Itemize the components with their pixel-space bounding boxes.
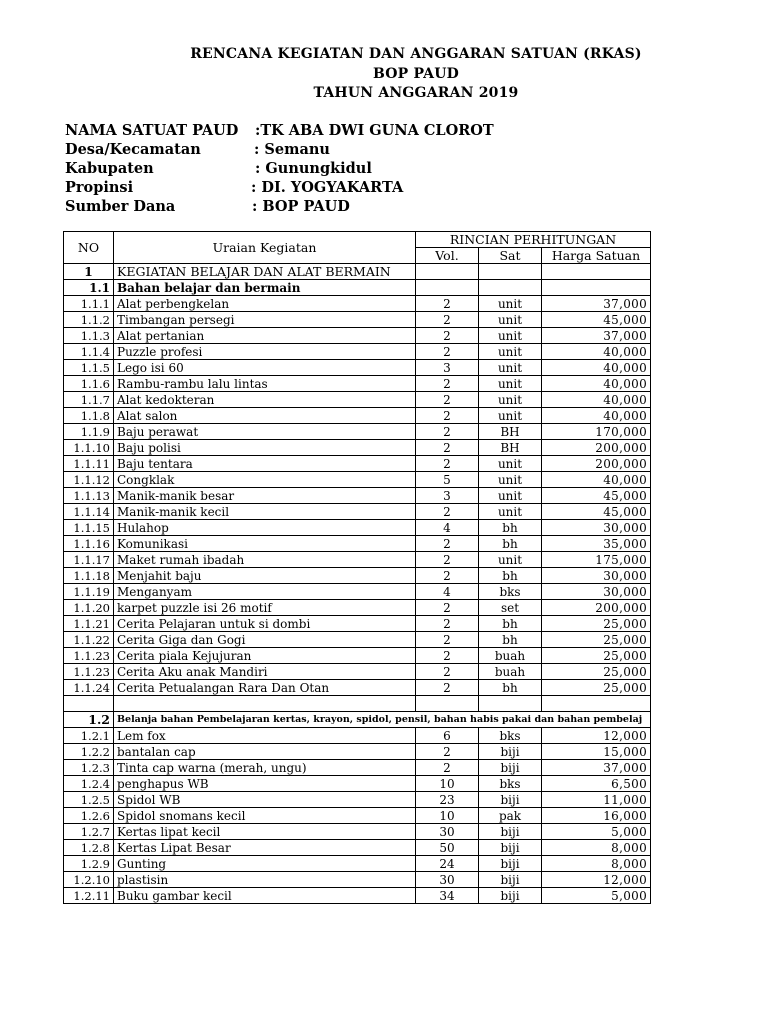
- item-description: bantalan cap: [114, 744, 416, 760]
- item-volume: 2: [416, 616, 479, 632]
- item-number: 1.1.12: [64, 472, 114, 488]
- info-value: : Gunungkidul: [255, 160, 372, 177]
- item-unit-price: 8,000: [542, 856, 651, 872]
- item-volume: 30: [416, 872, 479, 888]
- item-unit: unit: [479, 456, 542, 472]
- col-header-unit-price: Harga Satuan: [542, 248, 651, 264]
- item-number: 1.1.9: [64, 424, 114, 440]
- table-row: [64, 616, 651, 632]
- item-volume: 6: [416, 728, 479, 744]
- item-unit: unit: [479, 552, 542, 568]
- info-value: : Semanu: [254, 141, 330, 158]
- item-number: 1.2.4: [64, 776, 114, 792]
- table-row: [64, 824, 651, 840]
- item-unit-price: 40,000: [542, 344, 651, 360]
- document-subtitle: BOP PAUD: [372, 66, 459, 82]
- subsection-row: [64, 280, 651, 296]
- subsection-number: 1.1: [64, 280, 114, 296]
- item-description: Cerita Giga dan Gogi: [114, 632, 416, 648]
- item-unit-price: 40,000: [542, 376, 651, 392]
- item-unit: unit: [479, 392, 542, 408]
- item-unit-price: 12,000: [542, 872, 651, 888]
- item-description: Spidol WB: [114, 792, 416, 808]
- item-description: Alat perbengkelan: [114, 296, 416, 312]
- item-description: Rambu-rambu lalu lintas: [114, 376, 416, 392]
- table-row: [64, 488, 651, 504]
- item-volume: 2: [416, 504, 479, 520]
- item-number: 1.1.8: [64, 408, 114, 424]
- item-unit: biji: [479, 856, 542, 872]
- item-unit: unit: [479, 488, 542, 504]
- item-volume: 24: [416, 856, 479, 872]
- info-label: Desa/Kecamatan: [65, 141, 201, 158]
- item-unit: bh: [479, 520, 542, 536]
- item-number: 1.2.11: [64, 888, 114, 904]
- table-row: [64, 792, 651, 808]
- item-unit-price: 8,000: [542, 840, 651, 856]
- item-unit-price: 25,000: [542, 632, 651, 648]
- item-unit: BH: [479, 424, 542, 440]
- col-header-calculation-group: RINCIAN PERHITUNGAN: [416, 232, 651, 248]
- item-description: Komunikasi: [114, 536, 416, 552]
- col-header-unit: Sat: [479, 248, 542, 264]
- item-unit: bks: [479, 728, 542, 744]
- item-description: Alat salon: [114, 408, 416, 424]
- item-number: 1.2.8: [64, 840, 114, 856]
- item-description: Cerita Pelajaran untuk si dombi: [114, 616, 416, 632]
- item-description: Baju tentara: [114, 456, 416, 472]
- item-description: Alat kedokteran: [114, 392, 416, 408]
- subsection-title: Bahan belajar dan bermain: [114, 280, 416, 296]
- item-unit: biji: [479, 824, 542, 840]
- item-unit-price: 200,000: [542, 456, 651, 472]
- table-row: [64, 552, 651, 568]
- table-row: [64, 632, 651, 648]
- item-unit: bh: [479, 568, 542, 584]
- item-unit-price: 30,000: [542, 584, 651, 600]
- item-volume: 2: [416, 632, 479, 648]
- info-label: Propinsi: [65, 179, 134, 196]
- info-label: Sumber Dana: [65, 198, 176, 215]
- item-volume: 10: [416, 808, 479, 824]
- item-volume: 4: [416, 520, 479, 536]
- item-description: Lem fox: [114, 728, 416, 744]
- item-unit-price: 25,000: [542, 648, 651, 664]
- item-unit: biji: [479, 760, 542, 776]
- table-row: [64, 856, 651, 872]
- budget-table: [63, 231, 651, 904]
- table-row: [64, 408, 651, 424]
- empty-cell: [416, 696, 479, 712]
- item-unit-price: 5,000: [542, 824, 651, 840]
- item-unit: unit: [479, 344, 542, 360]
- item-volume: 4: [416, 584, 479, 600]
- table-row: [64, 728, 651, 744]
- table-row: [64, 872, 651, 888]
- table-row: [64, 840, 651, 856]
- table-row: [64, 440, 651, 456]
- item-number: 1.2.7: [64, 824, 114, 840]
- item-number: 1.1.16: [64, 536, 114, 552]
- item-number: 1.1.22: [64, 632, 114, 648]
- item-unit-price: 37,000: [542, 328, 651, 344]
- item-unit: unit: [479, 312, 542, 328]
- item-unit-price: 200,000: [542, 440, 651, 456]
- item-unit: bh: [479, 632, 542, 648]
- item-unit-price: 40,000: [542, 472, 651, 488]
- item-unit: unit: [479, 376, 542, 392]
- item-description: Lego isi 60: [114, 360, 416, 376]
- item-unit: unit: [479, 408, 542, 424]
- table-row: [64, 296, 651, 312]
- item-volume: 2: [416, 424, 479, 440]
- item-number: 1.1.1: [64, 296, 114, 312]
- empty-cell: [479, 696, 542, 712]
- empty-cell: [64, 696, 114, 712]
- section-row: [64, 264, 651, 280]
- item-unit: pak: [479, 808, 542, 824]
- spacer-row: [64, 696, 651, 712]
- item-volume: 2: [416, 648, 479, 664]
- empty-cell: [416, 280, 479, 296]
- item-unit-price: 25,000: [542, 664, 651, 680]
- item-volume: 5: [416, 472, 479, 488]
- item-unit-price: 11,000: [542, 792, 651, 808]
- empty-cell: [542, 264, 651, 280]
- subsection-title: Belanja bahan Pembelajaran kertas, krayon, spidol, pensil, bahan habis pakai dan bahan pembelaj: [114, 712, 651, 728]
- table-row: [64, 568, 651, 584]
- item-unit-price: 37,000: [542, 760, 651, 776]
- empty-cell: [479, 264, 542, 280]
- item-unit-price: 25,000: [542, 616, 651, 632]
- item-number: 1.1.5: [64, 360, 114, 376]
- item-unit: bh: [479, 680, 542, 696]
- table-row: [64, 808, 651, 824]
- item-unit-price: 175,000: [542, 552, 651, 568]
- item-unit: unit: [479, 504, 542, 520]
- item-unit: bks: [479, 776, 542, 792]
- table-row: [64, 472, 651, 488]
- empty-cell: [542, 280, 651, 296]
- item-number: 1.1.4: [64, 344, 114, 360]
- subsection-number: 1.2: [64, 712, 114, 728]
- item-unit-price: 15,000: [542, 744, 651, 760]
- item-unit-price: 40,000: [542, 360, 651, 376]
- item-number: 1.2.10: [64, 872, 114, 888]
- item-description: Baju perawat: [114, 424, 416, 440]
- item-number: 1.1.2: [64, 312, 114, 328]
- item-description: Buku gambar kecil: [114, 888, 416, 904]
- table-row: [64, 376, 651, 392]
- item-unit-price: 35,000: [542, 536, 651, 552]
- item-description: plastisin: [114, 872, 416, 888]
- item-volume: 2: [416, 744, 479, 760]
- item-unit: biji: [479, 744, 542, 760]
- item-unit: buah: [479, 648, 542, 664]
- empty-cell: [479, 280, 542, 296]
- item-unit-price: 40,000: [542, 392, 651, 408]
- document-year: TAHUN ANGGARAN 2019: [313, 85, 519, 101]
- item-volume: 3: [416, 488, 479, 504]
- info-value: : DI. YOGYAKARTA: [251, 179, 404, 196]
- item-unit-price: 200,000: [542, 600, 651, 616]
- item-description: Manik-manik besar: [114, 488, 416, 504]
- col-header-no: NO: [64, 232, 114, 264]
- item-number: 1.2.3: [64, 760, 114, 776]
- item-unit: bh: [479, 616, 542, 632]
- item-volume: 23: [416, 792, 479, 808]
- item-number: 1.1.15: [64, 520, 114, 536]
- subsection-row: [64, 712, 651, 728]
- item-description: Spidol snomans kecil: [114, 808, 416, 824]
- item-volume: 2: [416, 568, 479, 584]
- table-row: [64, 344, 651, 360]
- item-volume: 2: [416, 664, 479, 680]
- item-unit: unit: [479, 360, 542, 376]
- item-volume: 3: [416, 360, 479, 376]
- info-label: NAMA SATUAT PAUD: [65, 122, 239, 139]
- item-unit: biji: [479, 840, 542, 856]
- item-volume: 2: [416, 376, 479, 392]
- empty-cell: [114, 696, 416, 712]
- item-number: 1.1.3: [64, 328, 114, 344]
- section-number: 1: [64, 264, 114, 280]
- item-unit-price: 30,000: [542, 520, 651, 536]
- table-row: [64, 424, 651, 440]
- item-volume: 2: [416, 408, 479, 424]
- item-unit-price: 45,000: [542, 504, 651, 520]
- item-volume: 2: [416, 440, 479, 456]
- item-number: 1.1.14: [64, 504, 114, 520]
- item-description: Timbangan persegi: [114, 312, 416, 328]
- item-unit: biji: [479, 888, 542, 904]
- item-description: Puzzle profesi: [114, 344, 416, 360]
- item-number: 1.1.24: [64, 680, 114, 696]
- item-volume: 34: [416, 888, 479, 904]
- item-description: Cerita piala Kejujuran: [114, 648, 416, 664]
- item-description: Congklak: [114, 472, 416, 488]
- table-row: [64, 760, 651, 776]
- item-description: Kertas Lipat Besar: [114, 840, 416, 856]
- item-number: 1.2.6: [64, 808, 114, 824]
- item-volume: 2: [416, 600, 479, 616]
- item-volume: 2: [416, 312, 479, 328]
- item-unit-price: 6,500: [542, 776, 651, 792]
- item-unit-price: 37,000: [542, 296, 651, 312]
- item-volume: 2: [416, 552, 479, 568]
- item-number: 1.1.13: [64, 488, 114, 504]
- item-description: Alat pertanian: [114, 328, 416, 344]
- item-description: Manik-manik kecil: [114, 504, 416, 520]
- item-number: 1.1.11: [64, 456, 114, 472]
- item-description: Gunting: [114, 856, 416, 872]
- item-number: 1.1.10: [64, 440, 114, 456]
- table-row: [64, 328, 651, 344]
- item-number: 1.1.23: [64, 648, 114, 664]
- col-header-description: Uraian Kegiatan: [114, 232, 416, 264]
- info-value: : BOP PAUD: [252, 198, 350, 215]
- item-unit: buah: [479, 664, 542, 680]
- item-number: 1.1.7: [64, 392, 114, 408]
- item-volume: 30: [416, 824, 479, 840]
- section-title: KEGIATAN BELAJAR DAN ALAT BERMAIN: [114, 264, 416, 280]
- item-unit: biji: [479, 792, 542, 808]
- table-row: [64, 600, 651, 616]
- item-volume: 2: [416, 296, 479, 312]
- item-unit-price: 45,000: [542, 312, 651, 328]
- table-row: [64, 680, 651, 696]
- item-volume: 50: [416, 840, 479, 856]
- table-row: [64, 392, 651, 408]
- item-number: 1.2.9: [64, 856, 114, 872]
- item-unit-price: 12,000: [542, 728, 651, 744]
- item-number: 1.1.19: [64, 584, 114, 600]
- item-unit-price: 45,000: [542, 488, 651, 504]
- table-row: [64, 888, 651, 904]
- item-unit-price: 170,000: [542, 424, 651, 440]
- info-label: Kabupaten: [65, 160, 154, 177]
- item-description: Kertas lipat kecil: [114, 824, 416, 840]
- info-value: :TK ABA DWI GUNA CLOROT: [255, 122, 494, 139]
- item-unit-price: 40,000: [542, 408, 651, 424]
- item-description: penghapus WB: [114, 776, 416, 792]
- item-number: 1.1.23: [64, 664, 114, 680]
- item-number: 1.1.21: [64, 616, 114, 632]
- item-volume: 2: [416, 344, 479, 360]
- item-volume: 10: [416, 776, 479, 792]
- table-row: [64, 520, 651, 536]
- document-title: RENCANA KEGIATAN DAN ANGGARAN SATUAN (RKAS): [190, 46, 642, 62]
- empty-cell: [416, 264, 479, 280]
- item-number: 1.2.2: [64, 744, 114, 760]
- table-row: [64, 456, 651, 472]
- item-unit-price: 16,000: [542, 808, 651, 824]
- item-unit: BH: [479, 440, 542, 456]
- item-description: Maket rumah ibadah: [114, 552, 416, 568]
- table-row: [64, 584, 651, 600]
- item-unit: unit: [479, 328, 542, 344]
- item-description: Menganyam: [114, 584, 416, 600]
- table-row: [64, 504, 651, 520]
- item-volume: 2: [416, 328, 479, 344]
- table-row: [64, 776, 651, 792]
- item-unit: bh: [479, 536, 542, 552]
- item-description: Menjahit baju: [114, 568, 416, 584]
- item-unit: set: [479, 600, 542, 616]
- item-number: 1.2.5: [64, 792, 114, 808]
- item-description: Cerita Aku anak Mandiri: [114, 664, 416, 680]
- item-unit-price: 30,000: [542, 568, 651, 584]
- item-volume: 2: [416, 680, 479, 696]
- table-row: [64, 312, 651, 328]
- item-unit: unit: [479, 472, 542, 488]
- item-unit: unit: [479, 296, 542, 312]
- item-unit: bks: [479, 584, 542, 600]
- item-volume: 2: [416, 536, 479, 552]
- item-number: 1.1.18: [64, 568, 114, 584]
- item-description: Tinta cap warna (merah, ungu): [114, 760, 416, 776]
- item-volume: 2: [416, 392, 479, 408]
- table-row: [64, 360, 651, 376]
- item-number: 1.1.20: [64, 600, 114, 616]
- item-volume: 2: [416, 760, 479, 776]
- item-description: karpet puzzle isi 26 motif: [114, 600, 416, 616]
- item-description: Hulahop: [114, 520, 416, 536]
- table-row: [64, 744, 651, 760]
- table-row: [64, 664, 651, 680]
- table-row: [64, 536, 651, 552]
- item-unit: biji: [479, 872, 542, 888]
- item-number: 1.2.1: [64, 728, 114, 744]
- table-row: [64, 648, 651, 664]
- item-number: 1.1.17: [64, 552, 114, 568]
- item-volume: 2: [416, 456, 479, 472]
- empty-cell: [542, 696, 651, 712]
- item-unit-price: 25,000: [542, 680, 651, 696]
- item-description: Baju polisi: [114, 440, 416, 456]
- item-description: Cerita Petualangan Rara Dan Otan: [114, 680, 416, 696]
- col-header-volume: Vol.: [416, 248, 479, 264]
- item-number: 1.1.6: [64, 376, 114, 392]
- item-unit-price: 5,000: [542, 888, 651, 904]
